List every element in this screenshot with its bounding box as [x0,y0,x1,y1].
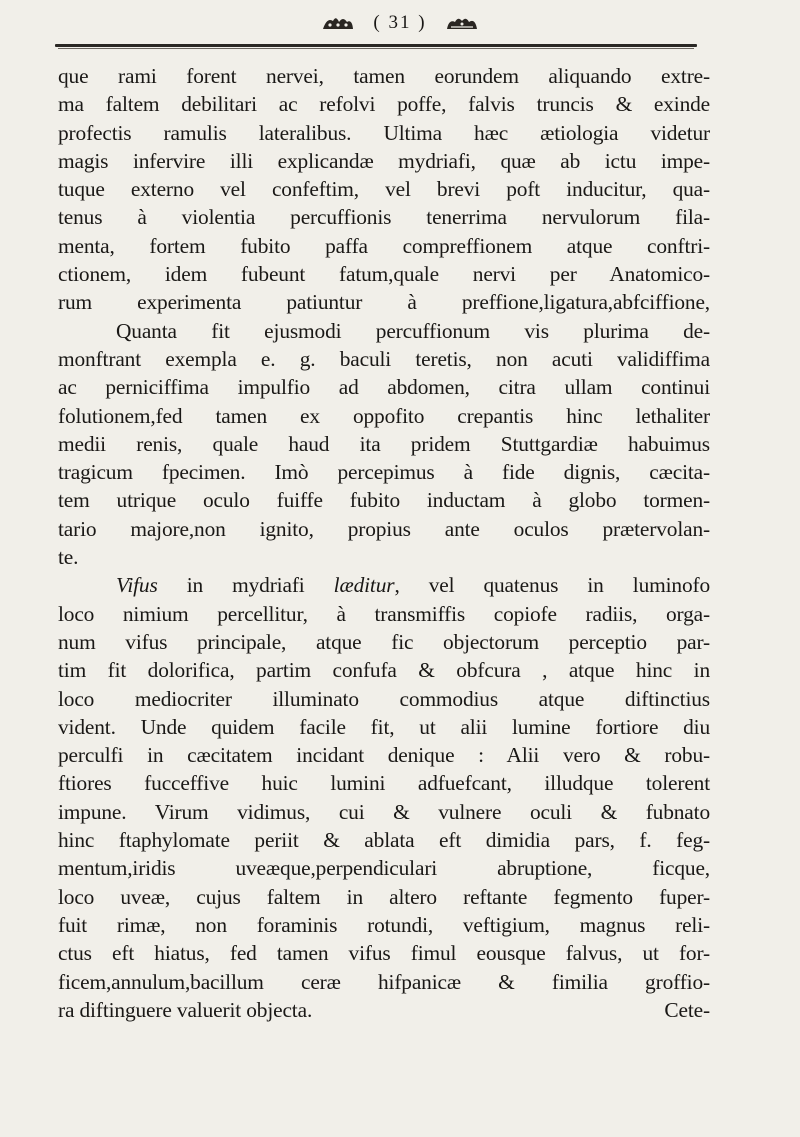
header-rule-thin [58,48,694,49]
text-fragment: ra diftinguere valuerit objecta. [58,997,313,1022]
running-header [0,6,800,40]
text-line-visus [58,571,710,599]
text-line: impune. Virum vidimus, cui & vulnere oculi & fubnato [58,799,710,824]
text-line: tim fit dolorifica, partim confufa & obfcura , atque hinc in [58,658,710,683]
text-fragment: , vel quatenus in luminofo [394,573,711,598]
text-line: num vifus principale, atque fic objectorum perceptio par- [58,629,710,654]
text-line: ctus eft hiatus, fed tamen vifus fimul eousque falvus, ut for- [58,941,710,966]
text-line: ficem,annulum,bacillum ceræ hifpanicæ & fimilia groffio- [58,969,710,994]
text-line: ac perniciffima impulfio ad abdomen, citra ullam continui [58,375,710,400]
text-line: folutionem,fed tamen ex oppofito crepantis hinc lethaliter [58,403,710,428]
text-line: loco mediocriter illuminato commodius atque diftinctius [58,686,710,711]
text-line: tragicum fpecimen. Imò percepimus à fide dignis, cæcita- [58,460,710,485]
text-line: profectis ramulis lateralibus. Ultima hæc ætiologia videtur [58,120,710,145]
text-line: loco nimium percellitur, à transmiffis copiofe radiis, orga- [58,601,710,626]
text-line: tem utrique oculo fuiffe fubito inductam à globo tormen- [58,488,710,513]
text-line: perculfi in cæcitatem incidant denique : Alii vero & robu- [58,743,710,768]
text-fragment: in mydriafi [186,573,305,598]
text-line: mentum,iridis uveæque,perpendiculari abruptione, ficque, [58,856,710,881]
header-rule [55,44,697,47]
text-line: menta, fortem fubito paffa compreffionem atque conftri- [58,233,710,258]
page-number: ( 31 ) [373,12,427,33]
body-text [58,62,710,1024]
text-line: tuque externo vel confeftim, vel brevi poft inducitur, qua- [58,177,710,202]
printer-ornament-icon [445,13,479,33]
text-line: ftiores fucceffive huic lumini adfuefcant, illudque tolerent [58,771,710,796]
text-line: ma faltem debilitari ac refolvi poffe, falvis truncis & exinde [58,92,710,117]
text-line: magis infervire illi explicandæ mydriafi, quæ ab ictu impe- [58,148,710,173]
text-line-final [58,996,710,1024]
text-line: que rami forent nervei, tamen eorundem aliquando extre- [58,64,710,88]
text-line: fuit rimæ, non foraminis rotundi, veftigium, magnus reli- [58,912,710,937]
text-line: te. [58,545,79,570]
text-line: medii renis, quale haud ita pridem Stuttgardiæ habuimus [58,431,710,456]
text-line: tenus à violentia percuffionis tenerrima nervulorum fila- [58,205,710,230]
text-line: ctionem, idem fubeunt fatum,quale nervi per Anatomico- [58,262,710,287]
text-line: vident. Unde quidem facile fit, ut alii lumine fortiore diu [58,714,710,739]
italic-word: Vifus [116,573,158,598]
text-line: hinc ftaphylomate periit & ablata eft dimidia pars, f. feg- [58,828,710,853]
text-line: rum experimenta patiuntur à preffione,ligatura,abfciffione, [58,290,710,315]
catchword: Cete- [664,997,710,1022]
text-line: monftrant exempla e. g. baculi teretis, non acuti validiffima [58,346,710,371]
text-line: Quanta fit ejusmodi percuffionum vis plurima de- [116,318,710,343]
text-line: tario majore,non ignito, propius ante oculos prætervolan- [58,516,710,541]
text-line: loco uveæ, cujus faltem in altero reftante fegmento fuper- [58,884,710,909]
printer-ornament-icon [321,13,355,33]
italic-word: læditur [333,573,395,598]
